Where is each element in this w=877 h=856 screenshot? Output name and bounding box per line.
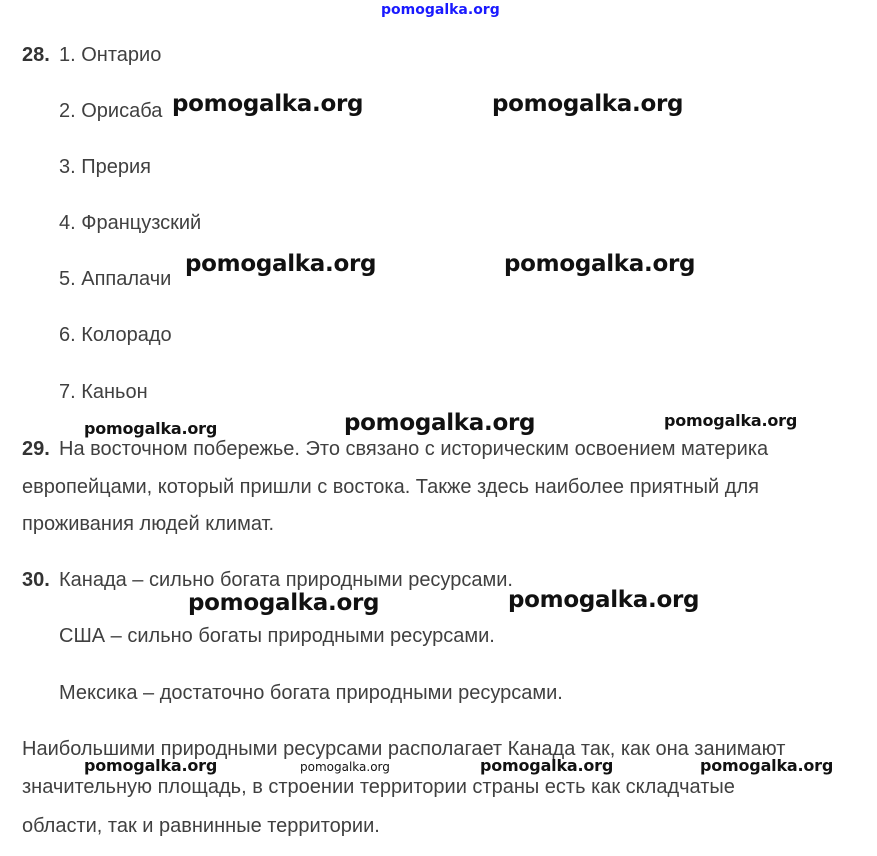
q28-item-1: 1. Онтарио [59, 44, 162, 66]
watermark: pomogalka.org [188, 590, 380, 616]
q30-item-3: Мексика – достаточно богата природными ресурсами. [59, 682, 563, 704]
question-28-number: 28. [22, 44, 50, 66]
watermark: pomogalka.org [508, 587, 700, 613]
q30-conclusion-line-3: области, так и равнинные территории. [22, 815, 380, 837]
watermark: pomogalka.org [185, 251, 377, 277]
q30-item-1: Канада – сильно богата природными ресурсами. [59, 569, 513, 591]
q29-line-1: На восточном побережье. Это связано с историческим освоением материка [59, 438, 769, 460]
q29-line-2: европейцами, который пришли с востока. Также здесь наиболее приятный для [22, 476, 759, 498]
q30-item-2: США – сильно богаты природными ресурсами. [59, 625, 495, 647]
watermark: pomogalka.org [480, 756, 614, 775]
watermark: pomogalka.org [492, 91, 684, 117]
q29-line-3: проживания людей климат. [22, 513, 275, 535]
question-29-number: 29. [22, 438, 50, 460]
q28-item-3: 3. Прерия [59, 156, 151, 178]
q30-conclusion-line-2: значительную площадь, в строении территории страны есть как складчатые [22, 776, 735, 798]
question-30-number: 30. [22, 569, 50, 591]
q30-conclusion-line-1: Наибольшими природными ресурсами располагает Канада так, как она занимают [22, 738, 786, 760]
watermark: pomogalka.org [344, 410, 536, 436]
q28-item-7: 7. Каньон [59, 381, 148, 403]
watermark: pomogalka.org [504, 251, 696, 277]
watermark: pomogalka.org [84, 756, 218, 775]
watermark: pomogalka.org [172, 91, 364, 117]
q28-item-5: 5. Аппалачи [59, 268, 172, 290]
watermark: pomogalka.org [664, 411, 798, 430]
q28-item-6: 6. Колорадо [59, 324, 172, 346]
site-watermark-top: pomogalka.org [381, 2, 500, 18]
q28-item-2: 2. Орисаба [59, 100, 163, 122]
watermark: pomogalka.org [700, 756, 834, 775]
watermark: pomogalka.org [84, 419, 218, 438]
q28-item-4: 4. Французский [59, 212, 202, 234]
watermark: pomogalka.org [300, 760, 390, 774]
